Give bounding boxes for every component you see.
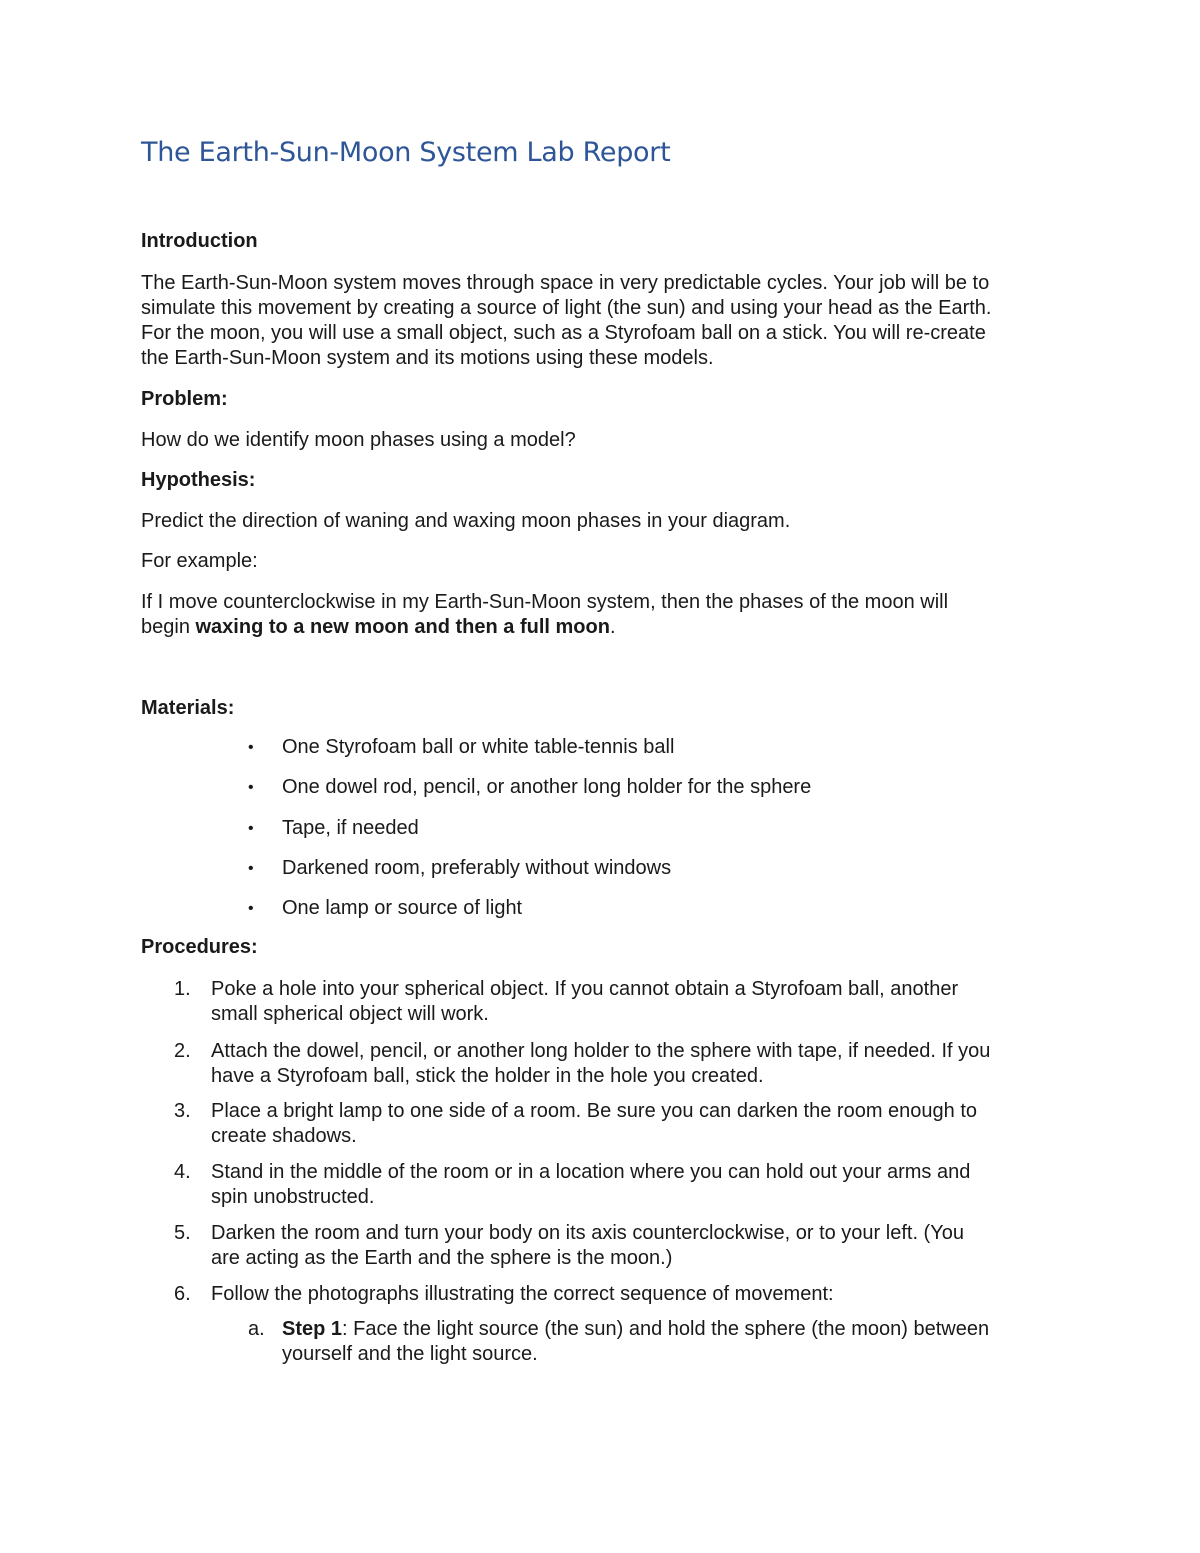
example-line: If I move counterclockwise in my Earth-Sun-Moon system, then the phases of the moon will [141, 591, 949, 613]
step-number: 3. [174, 1100, 191, 1122]
step-line: create shadows. [211, 1125, 357, 1147]
step-text [211, 1099, 977, 1149]
step-text [211, 1160, 970, 1210]
hypothesis-text: Predict the direction of waning and waxing moon phases in your diagram. [141, 510, 791, 532]
hypothesis-heading: Hypothesis: [141, 469, 256, 491]
introduction-heading: Introduction [141, 230, 258, 252]
step-line: spin unobstructed. [211, 1186, 375, 1208]
list-item-text: One lamp or source of light [282, 897, 523, 919]
problem-text: How do we identify moon phases using a model? [141, 429, 576, 451]
step-line: Stand in the middle of the room or in a location where you can hold out your arms and [211, 1161, 971, 1183]
materials-heading: Materials: [141, 697, 235, 719]
step-line: are acting as the Earth and the sphere is the moon.) [211, 1247, 673, 1269]
list-item-text: Darkened room, preferably without windows [282, 857, 672, 879]
example-paragraph [141, 590, 948, 640]
bullet-icon: • [248, 820, 254, 837]
step-text [211, 1039, 990, 1089]
step-number: 2. [174, 1040, 191, 1062]
sub-step-text [282, 1317, 989, 1367]
step-number: 1. [174, 978, 191, 1000]
sub-step-rest: : Face the light source (the sun) and hold the sphere (the moon) between [342, 1318, 990, 1340]
step-number: 5. [174, 1222, 191, 1244]
bullet-icon: • [248, 860, 254, 877]
introduction-line: For the moon, you will use a small object, such as a Styrofoam ball on a stick. You will re-create [141, 322, 986, 344]
procedures-heading: Procedures: [141, 936, 258, 958]
step-text [211, 977, 958, 1027]
problem-heading: Problem: [141, 388, 228, 410]
introduction-paragraph [141, 271, 991, 371]
bullet-icon: • [248, 739, 254, 756]
introduction-line: the Earth-Sun-Moon system and its motions using these models. [141, 347, 714, 369]
step-text [211, 1221, 964, 1271]
sub-step-bold: Step 1 [282, 1318, 343, 1340]
bullet-icon: • [248, 779, 254, 796]
sub-step-letter: a. [248, 1318, 265, 1340]
step-line: have a Styrofoam ball, stick the holder in the hole you created. [211, 1065, 764, 1087]
introduction-line: simulate this movement by creating a source of light (the sun) and using your head as the Earth. [141, 297, 992, 319]
step-number: 6. [174, 1283, 191, 1305]
step-number: 4. [174, 1161, 191, 1183]
sub-step-line [282, 1317, 989, 1342]
example-label: For example: [141, 550, 258, 572]
example-suffix: . [609, 616, 616, 638]
step-line: Darken the room and turn your body on its axis counterclockwise, or to your left. (You [211, 1222, 964, 1244]
step-line: Attach the dowel, pencil, or another long holder to the sphere with tape, if needed. If you [211, 1040, 991, 1062]
step-line: Follow the photographs illustrating the correct sequence of movement: [211, 1283, 834, 1305]
step-text [211, 1282, 834, 1307]
example-prefix: begin [141, 616, 196, 638]
bullet-icon: • [248, 900, 254, 917]
example-line [141, 615, 948, 640]
example-bold-text: waxing to a new moon and then a full moon [195, 616, 610, 638]
sub-step-line: yourself and the light source. [282, 1343, 538, 1365]
step-line: Poke a hole into your spherical object. If you cannot obtain a Styrofoam ball, another [211, 978, 959, 1000]
step-line: small spherical object will work. [211, 1003, 489, 1025]
introduction-line: The Earth-Sun-Moon system moves through space in very predictable cycles. Your job will be to [141, 272, 990, 294]
list-item-text: One dowel rod, pencil, or another long holder for the sphere [282, 776, 812, 798]
page-title: The Earth-Sun-Moon System Lab Report [141, 137, 671, 168]
list-item-text: One Styrofoam ball or white table-tennis ball [282, 736, 675, 758]
step-line: Place a bright lamp to one side of a room. Be sure you can darken the room enough to [211, 1100, 978, 1122]
list-item-text: Tape, if needed [282, 817, 419, 839]
